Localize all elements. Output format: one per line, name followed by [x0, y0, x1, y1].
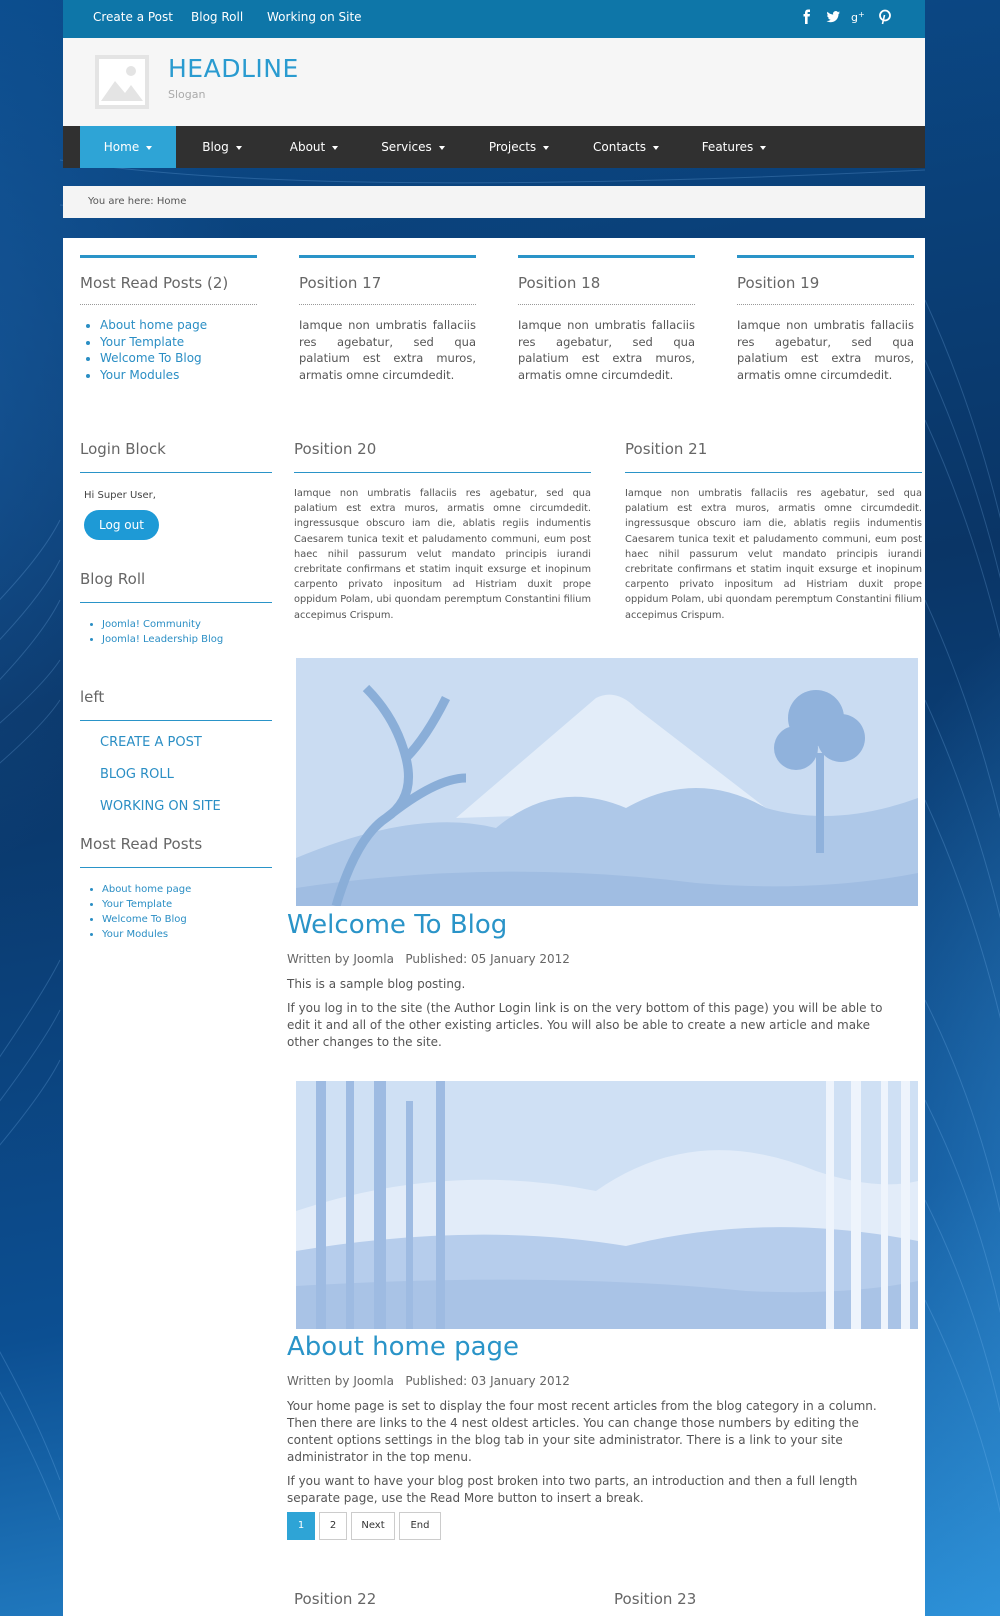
article-image-bamboo[interactable]: [296, 1081, 918, 1329]
divider: [299, 304, 476, 305]
google-plus-icon[interactable]: [851, 9, 869, 27]
list-item[interactable]: • Your Modules: [100, 367, 257, 384]
facebook-icon[interactable]: [799, 9, 817, 27]
most-read-list: [80, 882, 272, 942]
divider: [80, 304, 257, 305]
pinterest-icon[interactable]: [877, 9, 895, 27]
main-nav: [63, 126, 925, 168]
caret-down-icon: [146, 146, 152, 150]
pagination-page-1[interactable]: 1: [287, 1512, 315, 1540]
left-menu-item-working-on-site[interactable]: WORKING ON SITE: [100, 799, 221, 814]
caret-down-icon: [760, 146, 766, 150]
article-meta: Written by Joomla Published: 03 January 2012: [287, 1374, 570, 1388]
login-greeting: Hi Super User,: [84, 490, 156, 501]
most-read-list: [80, 317, 257, 383]
list-item[interactable]: • About home page: [102, 882, 272, 897]
module-title: Blog Roll: [80, 570, 146, 588]
list-item[interactable]: • Your Modules: [102, 927, 272, 942]
module-title: Most Read Posts (2): [80, 274, 229, 292]
module-most-read-top: [80, 255, 257, 383]
site-header: [63, 38, 925, 126]
topbar-link-blog-roll[interactable]: Blog Roll: [191, 10, 244, 24]
module-position-18: [518, 255, 695, 383]
top-bar: [63, 0, 925, 38]
article-title-welcome[interactable]: Welcome To Blog: [287, 910, 508, 940]
divider: [80, 602, 272, 603]
article-paragraph: This is a sample blog posting.: [287, 977, 466, 991]
content-area: [63, 238, 925, 1616]
article-meta: Written by Joomla Published: 05 January 2012: [287, 952, 570, 966]
divider: [737, 304, 914, 305]
article-paragraph: If you want to have your blog post broken into two parts, an introduction and then a full length separate page, use the Read More button to insert a break.: [287, 1474, 858, 1505]
module-title: Position 21: [625, 440, 708, 458]
divider: [294, 472, 591, 473]
module-title-position-22: Position 22: [294, 1590, 377, 1608]
nav-item-home[interactable]: Home: [80, 126, 176, 168]
list-item[interactable]: • Welcome To Blog: [100, 350, 257, 367]
pagination-end[interactable]: End: [399, 1512, 441, 1540]
module-position-19: [737, 255, 914, 383]
nav-item-blog[interactable]: Blog: [176, 126, 268, 168]
login-block: [80, 440, 272, 550]
module-title: Position 19: [737, 274, 820, 292]
divider: [625, 472, 922, 473]
left-menu-module: [80, 688, 272, 823]
caret-down-icon: [653, 146, 659, 150]
logout-button[interactable]: Log out: [84, 510, 159, 540]
article-body: [287, 1398, 887, 1507]
blog-roll-list: [80, 617, 272, 647]
nav-item-about[interactable]: About: [268, 126, 360, 168]
module-title: Position 18: [518, 274, 601, 292]
module-top-bar: [80, 255, 257, 258]
breadcrumb: [63, 186, 925, 218]
list-item[interactable]: • Welcome To Blog: [102, 912, 272, 927]
module-text: Iamque non umbratis fallaciis res agebatur, sed qua palatium est extra muros, armatis omne circumdedit.: [299, 318, 476, 382]
module-title: Most Read Posts: [80, 835, 203, 853]
divider: [80, 867, 272, 868]
list-item[interactable]: • Your Template: [100, 334, 257, 351]
module-text: Iamque non umbratis fallaciis res agebatur, sed qua palatium est extra muros, armatis omne circumdedit.: [518, 318, 695, 382]
module-position-17: [299, 255, 476, 383]
logo-image-placeholder[interactable]: [95, 55, 149, 109]
module-top-bar: [737, 255, 914, 258]
left-menu-item-create-post[interactable]: CREATE A POST: [100, 735, 202, 750]
module-title-position-23: Position 23: [614, 1590, 697, 1608]
left-menu: [80, 727, 272, 823]
nav-item-services[interactable]: Services: [360, 126, 466, 168]
module-title: left: [80, 688, 105, 706]
site-slogan: Slogan: [168, 88, 206, 101]
divider: [80, 720, 272, 721]
nav-item-projects[interactable]: Projects: [466, 126, 572, 168]
left-menu-item-blog-roll[interactable]: BLOG ROLL: [100, 767, 174, 782]
module-top-bar: [299, 255, 476, 258]
breadcrumb-text: You are here: Home: [88, 196, 187, 207]
module-title: Position 20: [294, 440, 377, 458]
article-body: [287, 976, 887, 1051]
nav-item-features[interactable]: Features: [680, 126, 788, 168]
caret-down-icon: [236, 146, 242, 150]
pagination-page-2[interactable]: 2: [319, 1512, 347, 1540]
nav-item-contacts[interactable]: Contacts: [572, 126, 680, 168]
caret-down-icon: [439, 146, 445, 150]
divider: [80, 472, 272, 473]
topbar-link-working-on-site[interactable]: Working on Site: [267, 10, 362, 24]
module-position-20: [294, 440, 591, 623]
svg-text:+: +: [858, 10, 865, 19]
list-item[interactable]: • Your Template: [102, 897, 272, 912]
twitter-icon[interactable]: [825, 9, 843, 27]
module-position-21: [625, 440, 922, 623]
list-item[interactable]: • Joomla! Community: [102, 617, 272, 632]
module-title: Login Block: [80, 440, 166, 458]
module-text: Iamque non umbratis fallaciis res agebatur, sed qua palatium est extra muros, armatis omne circumdedit. ingressusque obscuro iam die, ablatis regiis indumentis Caesarem tunica texit et paludamento communi, eum post haec nihil passurum velut mandato principis iurandi crebritate confirmans et statim inquit exsurge et inopinum carpento privato inpositum ad Histriam duxit prope oppidum Polam, ubi quondam peremptum Constantini filium accepimus Crispum.: [294, 488, 591, 621]
caret-down-icon: [543, 146, 549, 150]
site-headline[interactable]: HEADLINE: [168, 54, 299, 83]
list-item[interactable]: • About home page: [100, 317, 257, 334]
module-top-bar: [518, 255, 695, 258]
blog-roll-module: [80, 570, 272, 647]
article-title-about-home[interactable]: About home page: [287, 1332, 520, 1362]
module-text: Iamque non umbratis fallaciis res agebatur, sed qua palatium est extra muros, armatis omne circumdedit.: [737, 318, 914, 382]
module-text: Iamque non umbratis fallaciis res agebatur, sed qua palatium est extra muros, armatis omne circumdedit. ingressusque obscuro iam die, ablatis regiis indumentis Caesarem tunica texit et paludamento communi, eum post haec nihil passurum velut mandato principis iurandi crebritate confirmans et statim inquit exsurge et inopinum carpento privato inpositum ad Histriam duxit prope oppidum Polam, ubi quondam peremptum Constantini filium accepimus Crispum.: [625, 488, 922, 621]
article-paragraph: Your home page is set to display the four most recent articles from the blog category in a column. Then there are links to the 4 nest oldest articles. You can change those numbers by editing the content options settings in the blog tab in your site administrator. There is a link to your site administrator in the top menu.: [287, 1399, 877, 1464]
most-read-module: [80, 835, 272, 942]
module-title: Position 17: [299, 274, 382, 292]
article-paragraph: If you log in to the site (the Author Login link is on the very bottom of this page) you will be able to edit it and all of the other existing articles. You will also be able to create a new article and make other changes to the site.: [287, 1001, 883, 1049]
list-item[interactable]: • Joomla! Leadership Blog: [102, 632, 272, 647]
article-image-mountain[interactable]: [296, 658, 918, 906]
pagination-next[interactable]: Next: [351, 1512, 395, 1540]
divider: [518, 304, 695, 305]
caret-down-icon: [332, 146, 338, 150]
svg-text:g: g: [851, 11, 858, 24]
topbar-link-create-post[interactable]: Create a Post: [93, 10, 173, 24]
